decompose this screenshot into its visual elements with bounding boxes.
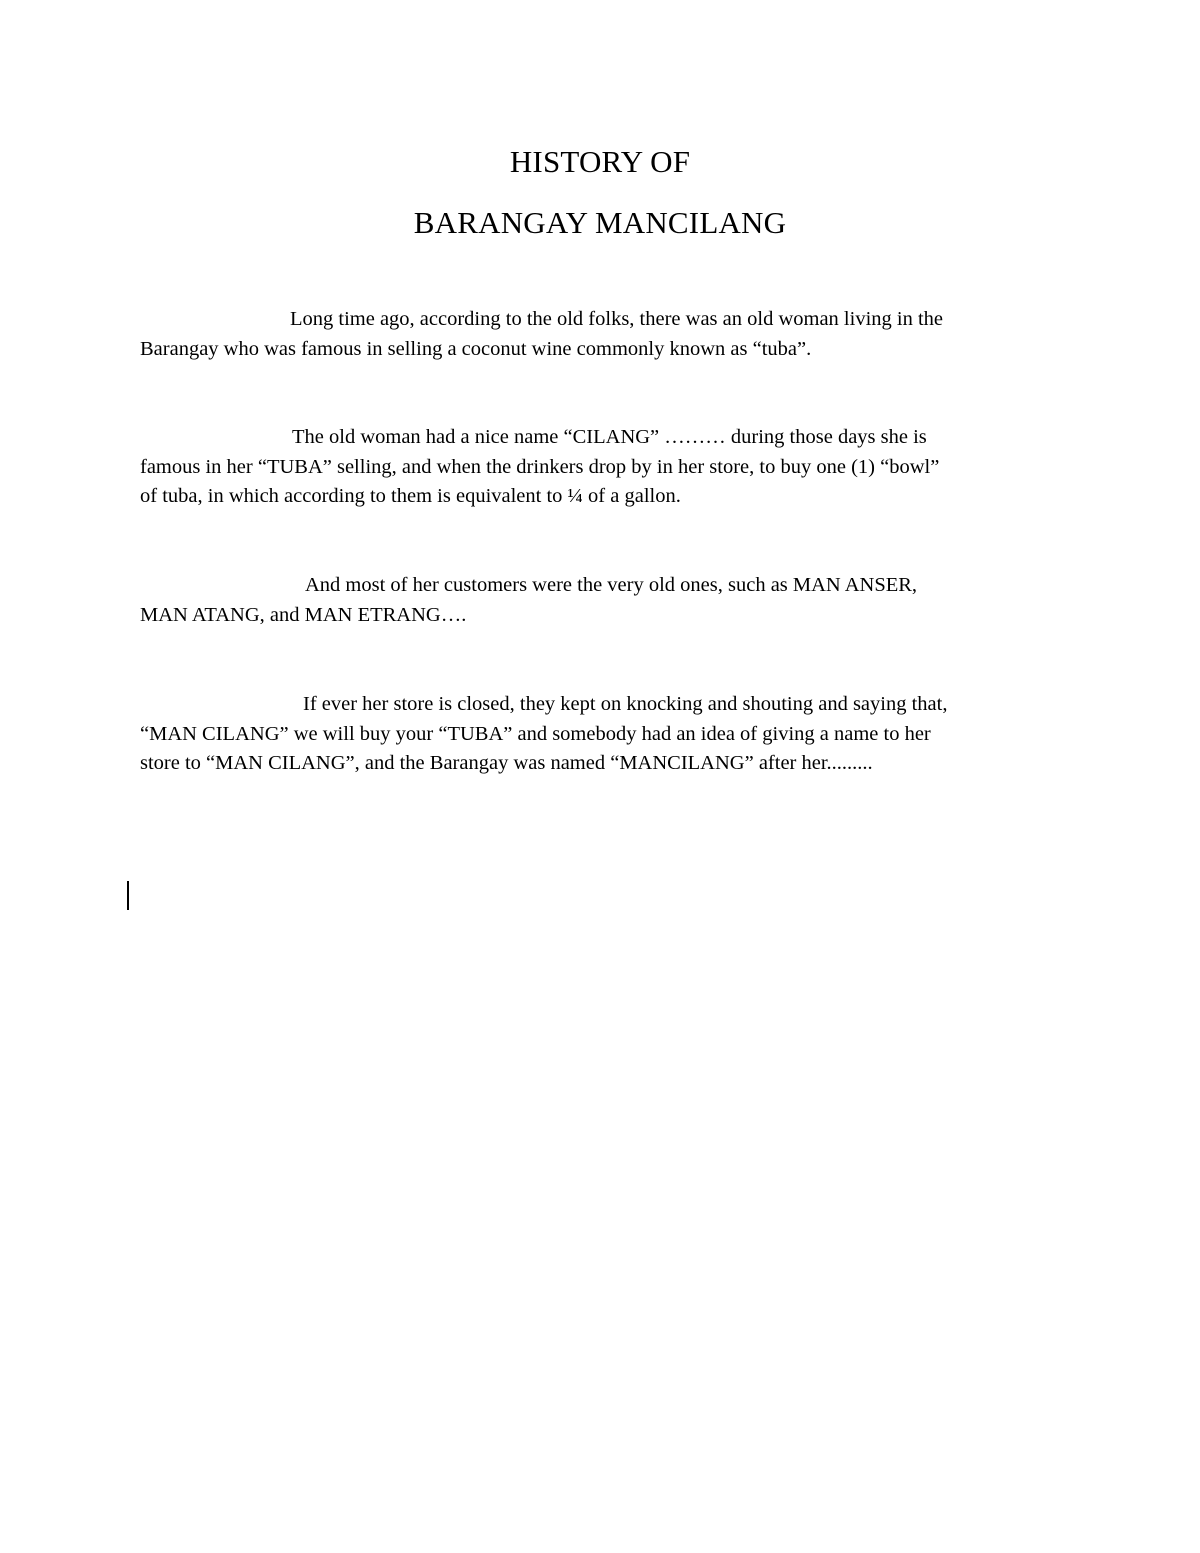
paragraph-line: The old woman had a nice name “CILANG” ……… during those days she is — [292, 426, 927, 448]
paragraph-2 — [140, 423, 1060, 512]
title-line-1: HISTORY OF — [509, 144, 691, 179]
paragraph-4 — [140, 690, 1060, 779]
paragraph-line: store to “MAN CILANG”, and the Barangay was named “MANCILANG” after her......... — [140, 752, 873, 774]
paragraph-line: MAN ATANG, and MAN ETRANG…. — [140, 603, 467, 626]
text-cursor[interactable] — [127, 881, 129, 910]
paragraph-line: If ever her store is closed, they kept on knocking and shouting and saying that, — [303, 693, 948, 715]
paragraph-line: And most of her customers were the very old ones, such as MAN ANSER, — [305, 574, 918, 596]
paragraph-line: Barangay who was famous in selling a coconut wine commonly known as “tuba”. — [140, 337, 812, 360]
paragraph-1 — [140, 305, 1060, 364]
paragraph-3 — [140, 571, 1060, 630]
title-line-2: BARANGAY MANCILANG — [413, 205, 787, 240]
paragraph-line: Long time ago, according to the old folks, there was an old woman living in the — [290, 308, 944, 330]
paragraph-line: of tuba, in which according to them is equivalent to ¼ of a gallon. — [140, 485, 681, 507]
paragraph-line: famous in her “TUBA” selling, and when the drinkers drop by in her store, to buy one (1) “bowl” — [140, 455, 940, 478]
paragraph-line: “MAN CILANG” we will buy your “TUBA” and somebody had an idea of giving a name to her — [140, 722, 931, 745]
